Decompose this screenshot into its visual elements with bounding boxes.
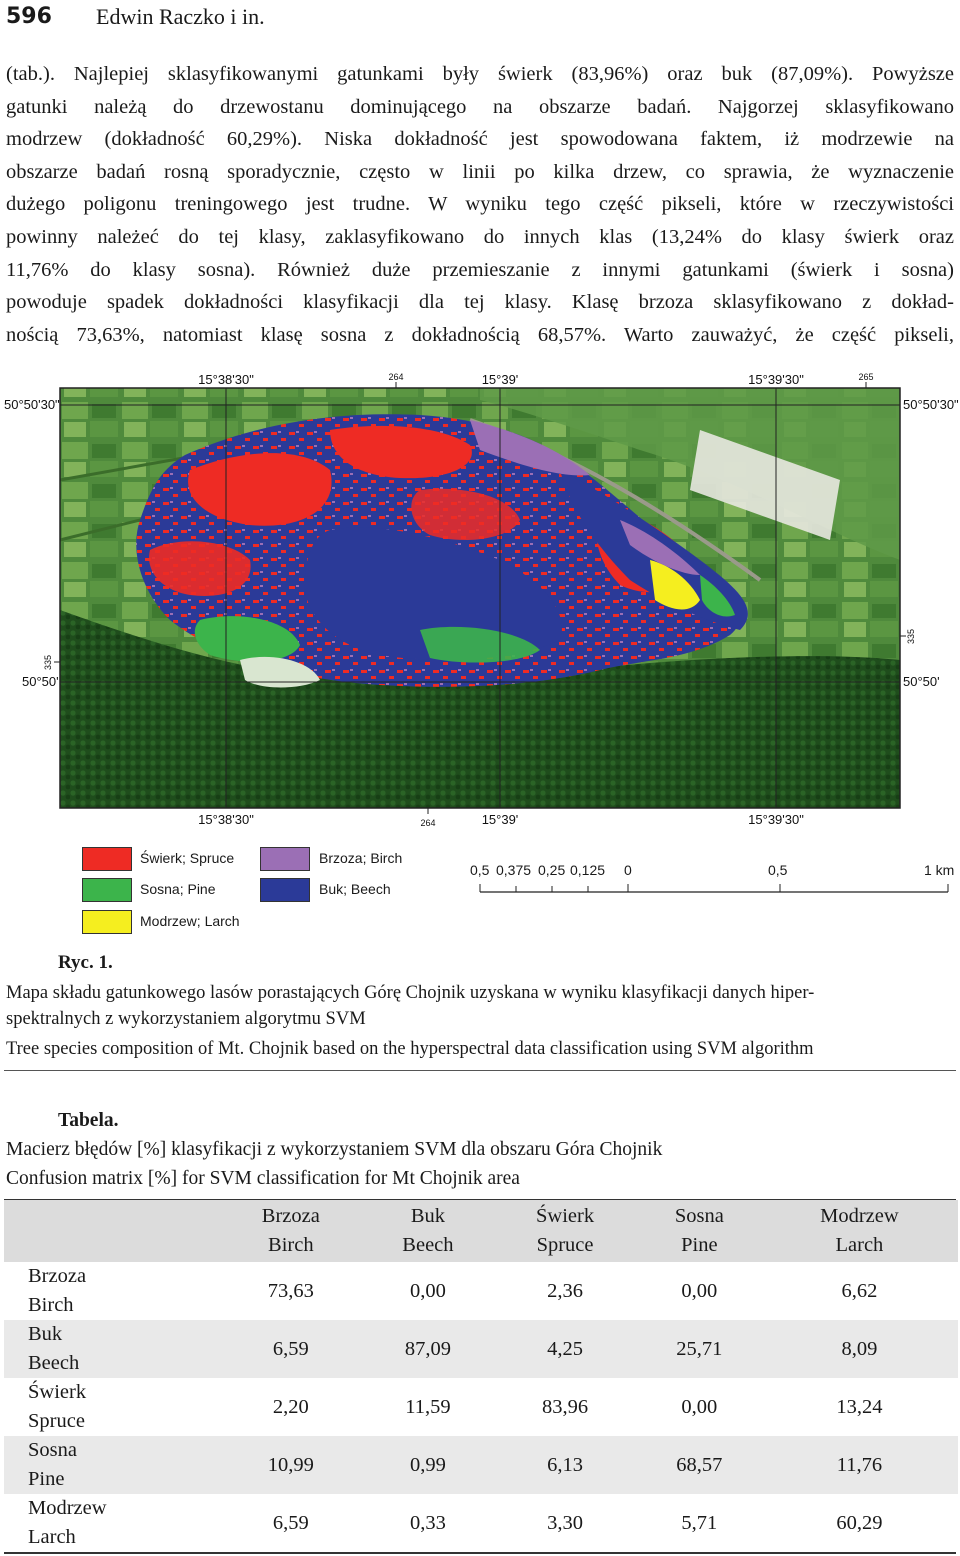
figure-label: Ryc. 1. (58, 952, 113, 973)
table-bottom-rule (4, 1552, 956, 1554)
bottom-tick-label: 15°39'30" (748, 812, 804, 827)
bottom-tick-label: 15°39' (481, 812, 519, 827)
table-cell: 83,96 (541, 1395, 589, 1418)
body-line: nością 73,63%, natomiast klasę sosna z dokładnością 68,57%. Warto zauważyć, że część pikseli, (6, 323, 954, 346)
legend-swatch-spruce (82, 847, 132, 871)
figure-caption-pl-2: spektralnych z wykorzystaniem algorytmu SVM (6, 1009, 366, 1029)
legend-label: Sosna; Pine (140, 881, 216, 897)
confusion-matrix (4, 1200, 958, 1552)
top-tick-label: 15°39'30" (748, 372, 804, 387)
table-cell: 6,59 (272, 1511, 309, 1534)
table-cell: 8,09 (841, 1337, 878, 1360)
table-row (4, 1436, 958, 1494)
legend-swatch-birch (260, 847, 310, 871)
right-grid-label: 335 (906, 628, 916, 644)
table-cell: 3,30 (547, 1511, 583, 1534)
row-header: Modrzew Larch (28, 1497, 107, 1548)
body-line: obszarze badań rosną sporadycznie, często w linii po kilka drzew, co sprawia, że wyznaczenie (6, 160, 954, 183)
table-cell: 0,00 (409, 1279, 446, 1302)
scale-label: 1 km (924, 862, 955, 878)
table-row (4, 1494, 958, 1552)
legend-label: Buk; Beech (319, 881, 391, 897)
table-cell: 73,63 (267, 1279, 314, 1302)
body-line: (tab.). Najlepiej sklasyfikowanymi gatunkami były świerk (83,96%) oraz buk (87,09%). Powyższe (6, 63, 954, 85)
table-cell: 2,36 (547, 1279, 583, 1302)
table-cell: 87,09 (404, 1337, 451, 1360)
body-line: dużego poligonu treningowego jest trudne. W wyniku tego część pikseli, które w rzeczywistości (6, 193, 954, 216)
row-header: Brzoza Birch (28, 1265, 87, 1316)
column-header: Brzoza Birch (261, 1205, 320, 1256)
table-cell: 60,29 (836, 1511, 883, 1534)
table-header-row (4, 1200, 958, 1262)
scale-label: 0,5 (768, 862, 788, 878)
table-cell: 68,57 (676, 1453, 723, 1476)
right-lat-label: 50°50' (903, 674, 940, 689)
table-cell: 13,24 (836, 1395, 883, 1418)
legend-swatch-larch (82, 910, 132, 934)
right-lat-label: 50°50'30" (903, 397, 959, 412)
legend-swatch-beech (260, 878, 310, 902)
running-head: Edwin Raczko i in. (96, 4, 265, 29)
column-header: Sosna Pine (674, 1205, 724, 1256)
page-number: 596 (6, 4, 52, 29)
table-caption (6, 1106, 958, 1193)
left-grid-label: 335 (43, 654, 53, 670)
scale-label: 0,25 (538, 862, 566, 878)
table-cell: 6,59 (272, 1337, 309, 1360)
bottom-grid-label: 264 (420, 818, 436, 828)
column-header: Świerk Spruce (536, 1205, 595, 1256)
table-cell: 4,25 (547, 1337, 583, 1360)
left-lat-label: 50°50' (22, 674, 59, 689)
body-line: 11,76% do klasy sosna). Również duże przemieszanie z innymi gatunkami (świerk i sosna) (6, 258, 954, 281)
scale-label: 0,375 (496, 862, 532, 878)
caption-divider (4, 1070, 956, 1071)
body-line: modrzew (dokładność 60,29%). Niska dokładność jest spowodowana faktem, iż modrzewie na (6, 128, 954, 151)
table-caption-en: Confusion matrix [%] for SVM classification for Mt Chojnik area (6, 1168, 520, 1189)
table-cell: 11,59 (405, 1395, 451, 1418)
scale-label: 0,125 (570, 862, 606, 878)
left-lat-label: 50°50'30" (4, 397, 60, 412)
table-cell: 0,99 (409, 1453, 446, 1476)
table-cell: 5,71 (681, 1511, 718, 1534)
table-cell: 0,00 (681, 1279, 718, 1302)
table-cell: 25,71 (676, 1337, 723, 1360)
legend-swatch-pine (82, 878, 132, 902)
scale-label: 0 (624, 862, 632, 878)
scale-label: 0,5 (470, 862, 490, 878)
page-header (0, 0, 960, 40)
column-header: Buk Beech (402, 1205, 454, 1256)
species-map-figure (0, 360, 960, 836)
legend-label: Modrzew; Larch (140, 913, 240, 929)
legend-label: Świerk; Spruce (140, 850, 235, 866)
table-label: Tabela. (58, 1110, 119, 1131)
table-cell: 0,33 (409, 1511, 446, 1534)
bottom-tick-label: 15°38'30" (198, 812, 254, 827)
top-grid-label: 264 (388, 372, 404, 382)
scale-line (476, 880, 956, 896)
table-cell: 6,13 (547, 1453, 583, 1476)
row-header: Buk Beech (28, 1323, 80, 1374)
body-line: powinny należeć do tej klasy, zaklasyfikowano do innych klas (13,24% do klasy świerk oraz (6, 225, 954, 248)
legend-label: Brzoza; Birch (319, 850, 403, 866)
table-cell: 0,00 (681, 1395, 718, 1418)
top-tick-label: 15°39' (481, 372, 519, 387)
figure-caption-en: Tree species composition of Mt. Chojnik based on the hyperspectral data classification using SVM algorithm (6, 1039, 814, 1059)
table-row (4, 1378, 958, 1436)
top-tick-label: 15°38'30" (198, 372, 254, 387)
body-line: gatunki należą do drzewostanu dominującego na obszarze badań. Najgorzej sklasyfikowano (6, 95, 954, 118)
row-header: Świerk Spruce (28, 1381, 87, 1432)
table-caption-pl: Macierz błędów [%] klasyfikacji z wykorzystaniem SVM dla obszaru Góra Chojnik (6, 1139, 663, 1160)
table-row (4, 1320, 958, 1378)
species-map (0, 360, 960, 836)
table-cell: 11,76 (836, 1453, 883, 1476)
table-cell: 2,20 (272, 1395, 309, 1418)
table-row (4, 1262, 958, 1320)
body-paragraph (6, 58, 954, 351)
corner-cell (4, 1200, 218, 1262)
top-grid-label: 265 (858, 372, 874, 382)
row-header: Sosna Pine (28, 1439, 77, 1490)
figure-caption-pl: Mapa składu gatunkowego lasów porastających Górę Chojnik uzyskana w wyniku klasyfikacji danych hiper- (6, 983, 815, 1003)
table-cell: 10,99 (267, 1453, 314, 1476)
body-line: powoduje spadek dokładności klasyfikacji dla tej klasy. Klasę brzoza sklasyfikowano z dokład- (6, 291, 954, 314)
table-cell: 6,62 (841, 1279, 878, 1302)
column-header: Modrzew Larch (820, 1205, 899, 1256)
figure-caption (6, 950, 958, 1062)
